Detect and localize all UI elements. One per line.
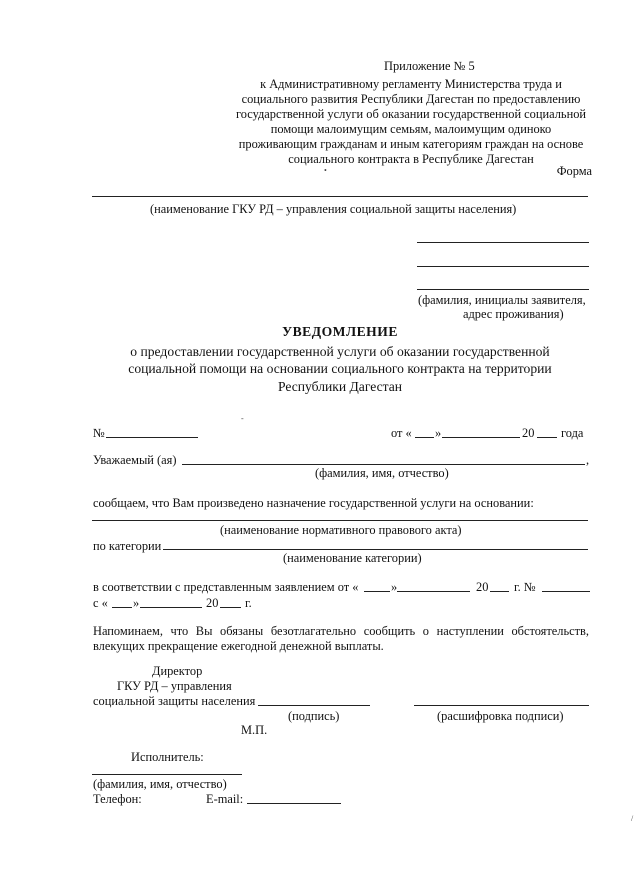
applicant-caption-2: адрес проживания) [463,307,564,321]
accordance-prefix: в соответствии с представленным заявлением от « [93,580,359,594]
decoding-caption: (расшифровка подписи) [437,709,564,723]
signature-decoding-field[interactable] [414,705,589,706]
date-quote-close: » [435,426,442,440]
scan-speck: • [324,166,327,175]
date-month-field[interactable] [442,437,520,438]
accordance-year-field[interactable] [490,591,509,592]
accordance-month-field[interactable] [397,591,470,592]
stamp-label: М.П. [241,723,268,737]
director-line-3: социальной защиты населения [93,694,256,708]
applicant-caption-1: (фамилия, инициалы заявителя, [418,293,586,307]
date-year-field[interactable] [537,437,557,438]
category-field[interactable] [163,549,588,550]
number-label: № [93,426,105,440]
director-line-1: Директор [152,664,203,678]
inform-text: сообщаем, что Вам произведено назначение государственной услуги на основании: [93,496,534,510]
accordance-from-quote-close: » [133,596,140,610]
accordance-from-day-field[interactable] [112,607,132,608]
applicant-line-2[interactable] [417,266,589,267]
executor-caption: (фамилия, имя, отчество) [93,777,227,791]
executor-label: Исполнитель: [131,750,204,764]
accordance-year: 20 [476,580,489,594]
number-field[interactable] [106,437,198,438]
form-label: Форма [556,164,592,178]
accordance-from-year: 20 [206,596,219,610]
accordance-from-month-field[interactable] [140,607,202,608]
applicant-line-3[interactable] [417,289,589,290]
accordance-from: с « [93,596,108,610]
date-year-suffix: года [561,426,584,440]
category-label: по категории [93,539,162,553]
accordance-number-field[interactable] [542,591,590,592]
date-day-field[interactable] [415,437,434,438]
scan-speck: - [241,414,244,423]
accordance-suffix: г. № [514,580,536,594]
legal-act-field[interactable] [92,520,588,521]
document-title: УВЕДОМЛЕНИЕ [282,324,398,339]
org-name-line[interactable] [92,196,588,197]
email-field[interactable] [247,803,341,804]
date-year-prefix: 20 [522,426,535,440]
appendix-text: к Административному регламенту Министерства труда и социального развития Республики Дагестан по предоставлению государственной услуги об оказании государственной социальной помощи малоимущим семьям, малоимущим одиноко проживающим гражданам и иным категориям граждан на основе социального контракта в Республике Дагестан [235,77,587,167]
accordance-from-year-field[interactable] [220,607,241,608]
document-subtitle: о предоставлении государственной услуги об оказании государственной социальной помощи на основании социального контракта на территории Республики Дагестан [128,344,552,394]
executor-fio-field[interactable] [92,774,242,775]
accordance-from-g: г. [245,596,252,610]
phone-label: Телефон: [93,792,142,806]
greeting-comma: , [586,453,590,467]
greeting-label: Уважаемый (ая) [93,453,177,467]
fio-caption: (фамилия, имя, отчество) [315,466,449,480]
reminder-text: Напоминаем, что Вы обязаны безотлагательно сообщить о наступлении обстоятельств, влекущих прекращение ежегодной денежной выплаты. [93,624,589,653]
category-caption: (наименование категории) [283,551,422,565]
org-caption: (наименование ГКУ РД – управления социальной защиты населения) [150,202,517,216]
scan-speck: / [631,814,634,823]
signature-caption: (подпись) [288,709,340,723]
director-line-2: ГКУ РД – управления [117,679,232,693]
accordance-day-field[interactable] [364,591,390,592]
act-caption: (наименование нормативного правового акта) [220,523,462,537]
greeting-fio-field[interactable] [182,464,585,465]
email-label: E-mail: [206,792,244,806]
applicant-line-1[interactable] [417,242,589,243]
accordance-quote-close: » [391,580,398,594]
signature-field[interactable] [258,705,370,706]
date-from-label: от « [391,426,412,440]
appendix-title: Приложение № 5 [384,59,475,73]
